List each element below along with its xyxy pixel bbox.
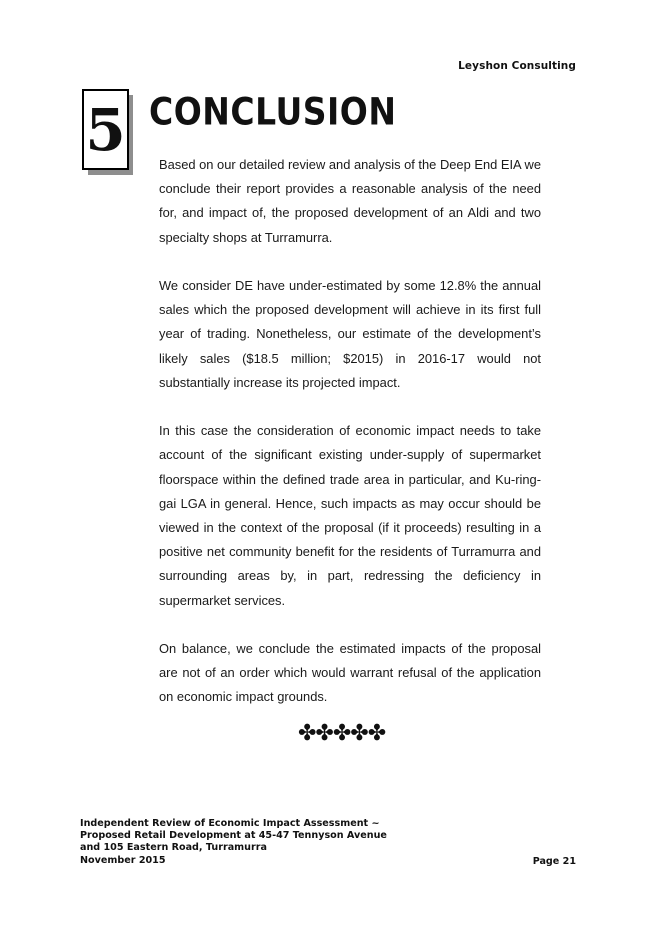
chapter-number: 5 <box>82 89 129 170</box>
footer-line-2: Proposed Retail Development at 45-47 Tennyson Avenue <box>80 830 387 842</box>
chapter-number-box <box>82 89 129 170</box>
paragraph-1: Based on our detailed review and analysis of the Deep End EIA we conclude their report provides a reasonable analysis of the need for, and impact of, the proposed development of an Aldi and two specialty shops at Turramurra. <box>159 157 541 245</box>
chapter-title: CONCLUSION <box>149 90 397 134</box>
section-end-ornament: ✤✤✤✤✤ <box>298 721 386 746</box>
footer-document-info <box>80 818 576 867</box>
footer-line-4: November 2015 <box>80 854 166 866</box>
body-text <box>159 153 541 734</box>
page-number: Page 21 <box>532 856 576 867</box>
header-organization: Leyshon Consulting <box>458 60 576 72</box>
footer-line-1: Independent Review of Economic Impact Assessment ~ <box>80 818 380 829</box>
footer-line-3: and 105 Eastern Road, Turramurra <box>80 842 267 854</box>
paragraph-3: In this case the consideration of economic impact needs to take account of the significant existing under-supply of supermarket floorspace within the defined trade area in particular, and Ku-ring-gai LGA in general. Hence, such impacts as may occur should be viewed in the context of the proposal (if it proceeds) resulting in a positive net community benefit for the residents of Turramurra and surrounding areas by, in part, redressing the deficiency in supermarket services. <box>159 423 541 608</box>
paragraph-2: We consider DE have under-estimated by some 12.8% the annual sales which the proposed development will achieve in its first full year of trading. Nonetheless, our estimate of the development’s likely sales ($18.5 million; $2015) in 2016-17 would not substantially increase its projected impact. <box>159 278 541 390</box>
paragraph-4: On balance, we conclude the estimated impacts of the proposal are not of an order which would warrant refusal of the application on economic impact grounds. <box>159 641 541 705</box>
